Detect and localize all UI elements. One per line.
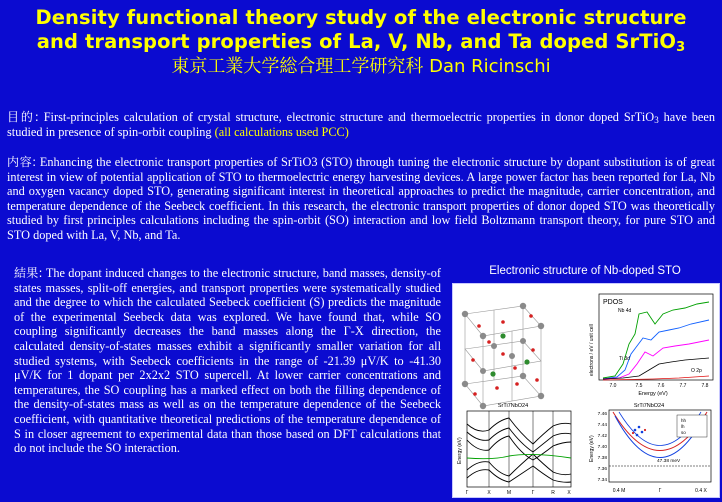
electronic-structure-figure — [452, 283, 720, 498]
zoom-annotation: 47.38 meV — [657, 459, 681, 464]
zoom-xlabel: Γ — [658, 488, 662, 494]
pdos-ylabel: electrons / eV / unit cell — [589, 324, 595, 376]
results-label: 結果: — [14, 266, 43, 280]
pdos-xtick: 7.5 — [635, 383, 643, 389]
band-kpoint: M — [506, 490, 512, 496]
purpose-label: 目的: — [7, 110, 39, 124]
figure-svg — [453, 284, 719, 497]
band-kpoint: Γ — [465, 490, 469, 496]
zoom-ytick: 7.34 — [597, 478, 607, 483]
band-kpoint: Γ — [531, 490, 535, 496]
band-kpoint: R — [551, 490, 555, 496]
crystal-structure-image — [462, 303, 544, 409]
content-paragraph: 内容: Enhancing the electronic transport properties of SrTiO3 (STO) through tuning the electronic structure by dopant substitution is of great interest in view of potential application of STO to thermoelectric energy harvesting devices. A large power factor has been reported for La, Nb and oxygen vacancy doped STO, generating significant interest in theoretical approaches to predict the magnitude, carrier concentration, and temperature dependence of the Seebeck coefficient. In this research, the electronic transport properties of donor doped STO was theoretically studied by first principles calculations including the spin-orbit (SO) interaction and low field Boltzmann transport theory, for pure STO and STO doped with La, V, Nb, and Ta. — [7, 155, 715, 242]
band-ylabel: Energy (eV) — [457, 437, 463, 464]
zoom-ylabel: Energy (eV) — [589, 435, 595, 462]
poster-header — [0, 6, 722, 80]
band-title: SrTi7NbO24 — [497, 403, 529, 409]
zoom-legend-item: lh — [681, 424, 685, 429]
pdos-xtick: 7.7 — [679, 383, 687, 389]
title-line-2: and transport properties of La, V, Nb, and Ta doped SrTiO$_3$ — [36, 30, 686, 55]
title-line-1: Density functional theory study of the electronic structure — [35, 6, 687, 29]
zoom-legend-item: so — [681, 430, 686, 435]
pdos-xtick: 7.0 — [609, 383, 617, 389]
pdos-label: PDOS — [603, 299, 623, 306]
pdos-line-label: Ti 3d — [619, 356, 630, 362]
zoomed-band-chart — [589, 403, 711, 494]
content-label: 内容: — [7, 155, 37, 169]
pdos-line-label: Nb 4d — [618, 308, 632, 314]
zoom-ytick: 7.38 — [597, 456, 607, 461]
zoom-xlabel: 0.4 X — [695, 488, 707, 494]
zoom-ytick: 7.40 — [597, 445, 607, 450]
pdos-xtick: 7.8 — [701, 383, 709, 389]
band-kpoint: X — [487, 490, 491, 496]
zoom-title: SrTi7NbO24 — [633, 403, 665, 409]
author-line: 東京工業大学総合理工学研究科 Dan Ricinschi — [171, 56, 551, 77]
zoom-ytick: 7.46 — [597, 412, 607, 417]
pdos-xlabel: Energy (eV) — [638, 391, 668, 397]
purpose-paragraph: 目的: First-principles calculation of crystal structure, electronic structure and thermoelectric properties in donor doped SrTiO$_3$ have been studied in presence of spin-orbit coupling (all calculations used PCC) — [7, 110, 715, 139]
pdos-line-label: O 2p — [691, 368, 702, 374]
band-structure-chart — [457, 403, 571, 496]
band-kpoint: X — [567, 490, 571, 496]
zoom-legend-item: hh — [681, 418, 687, 423]
pdos-xtick: 7.6 — [657, 383, 665, 389]
pdos-chart — [589, 294, 713, 397]
zoom-ytick: 7.36 — [597, 467, 607, 472]
pcc-note: (all calculations used PCC) — [214, 124, 349, 139]
figure-caption: Electronic structure of Nb-doped STO — [489, 265, 681, 277]
zoom-xlabel: 0.4 M — [612, 488, 626, 494]
zoom-ytick: 7.44 — [597, 423, 607, 428]
results-paragraph: 結果: The dopant induced changes to the electronic structure, band masses, density-of states masses, split-off energies, and transport properties were systematically studied and the degree to which the calculated Seebeck coefficient (S) predicts the magnitude of the experimental Seebeck data was explored. We have found that, while SO coupling significantly decreases the band masses along the Γ-X direction, the calculated density-of-states masses exhibit a significantly smaller variation for all studied systems, with Seebeck coefficients in the range of -21.39 μV/K to -41.30 μV/K for 1 dopant per 2x2x2 STO supercell. At lower carrier concentrations and temperatures, the SO coupling has a marked effect on both the filling dependence of the density-of-states mass as well as on the temperature dependence of the Seebeck coefficient, with quantitative theoretical predictions of the temperature dependence of S in closer agreement to experimental data than those based on DFT calculations that do not include the SO interaction. — [14, 266, 442, 456]
zoom-ytick: 7.42 — [597, 434, 607, 439]
